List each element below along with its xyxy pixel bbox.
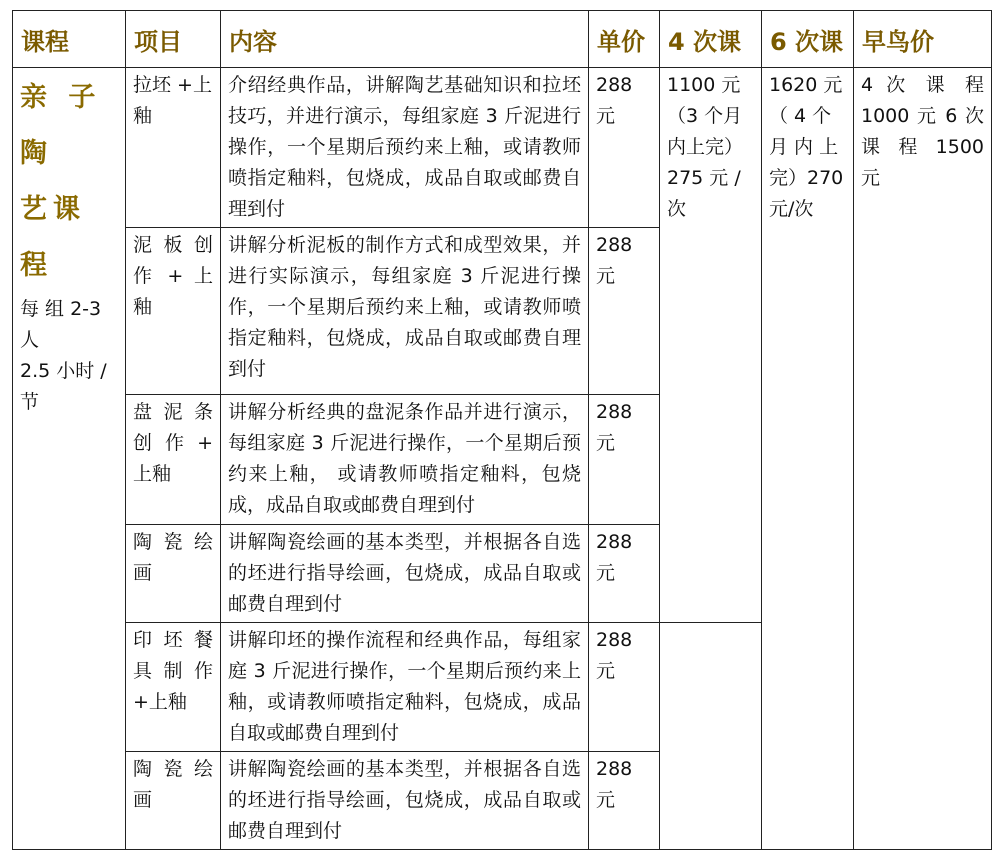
course-group-size: 每 组 2-3 人 [20, 298, 102, 351]
row-content: 讲解印坯的操作流程和经典作品，每组家庭 3 斤泥进行操作，一个星期后预约来上釉，或请教师喷指定釉料，包烧成，成品自取或邮费自理到付 [221, 623, 589, 752]
row-item: 泥 板 创 作 + 上 釉 [126, 228, 221, 395]
row-item: 陶 瓷 绘 画 [126, 752, 221, 850]
row-price: 288 元 [589, 395, 660, 525]
header-item: 项目 [126, 11, 221, 68]
row-content: 讲解陶瓷绘画的基本类型，并根据各自选的坯进行指导绘画，包烧成，成品自取或邮费自理到付 [221, 752, 589, 850]
row-content: 讲解分析经典的盘泥条作品并进行演示，每组家庭 3 斤泥进行操作，一个星期后预约来上釉， 或请教师喷指定釉料，包烧成，成品自取或邮费自理到付 [221, 395, 589, 525]
row-content: 讲解分析泥板的制作方式和成型效果，并进行实际演示，每组家庭 3 斤泥进行操作，一个星期后预约来上釉，或请教师喷指定釉料，包烧成，成品自取或邮费自理到付 [221, 228, 589, 395]
header-early-bird: 早鸟价 [854, 11, 992, 68]
header-four-lessons: 4 次课 [660, 11, 762, 68]
course-price-table [12, 10, 992, 850]
row-item: 拉坯 +上釉 [126, 68, 221, 228]
row-price: 288 元 [589, 68, 660, 228]
row-content: 介绍经典作品，讲解陶艺基础知识和拉坯技巧，并进行演示，每组家庭 3 斤泥进行操作，一个星期后预约来上釉，或请教师喷指定釉料，包烧成，成品自取或邮费自理到付 [221, 68, 589, 228]
header-row [13, 11, 992, 68]
header-content: 内容 [221, 11, 589, 68]
row-content: 讲解陶瓷绘画的基本类型，并根据各自选的坯进行指导绘画，包烧成，成品自取或邮费自理到付 [221, 525, 589, 623]
six-lesson-package: 1620 元 （ 4 个 月 内 上 完）270 元/次 [762, 68, 854, 850]
row-price: 288 元 [589, 752, 660, 850]
row-price: 288 元 [589, 525, 660, 623]
four-lesson-empty [660, 623, 762, 850]
course-title-line2: 艺课程 [20, 194, 86, 281]
course-duration: 2.5 小时 / 节 [20, 360, 107, 413]
row-item: 印 坯 餐 具 制 作 +上釉 [126, 623, 221, 752]
row-item: 盘 泥 条 创 作 + 上釉 [126, 395, 221, 525]
table-row [13, 68, 992, 228]
row-item: 陶 瓷 绘 画 [126, 525, 221, 623]
row-price: 288 元 [589, 623, 660, 752]
course-title-line1: 亲 子 陶 [20, 82, 102, 169]
header-unit-price: 单价 [589, 11, 660, 68]
four-lesson-package: 1100 元 （3 个月内上完） 275 元 / 次 [660, 68, 762, 623]
header-course: 课程 [13, 11, 126, 68]
early-bird-price: 4 次 课 程 1000 元 6 次 课 程 1500 元 [854, 68, 992, 850]
row-price: 288 元 [589, 228, 660, 395]
header-six-lessons: 6 次课 [762, 11, 854, 68]
course-cell [13, 68, 126, 850]
